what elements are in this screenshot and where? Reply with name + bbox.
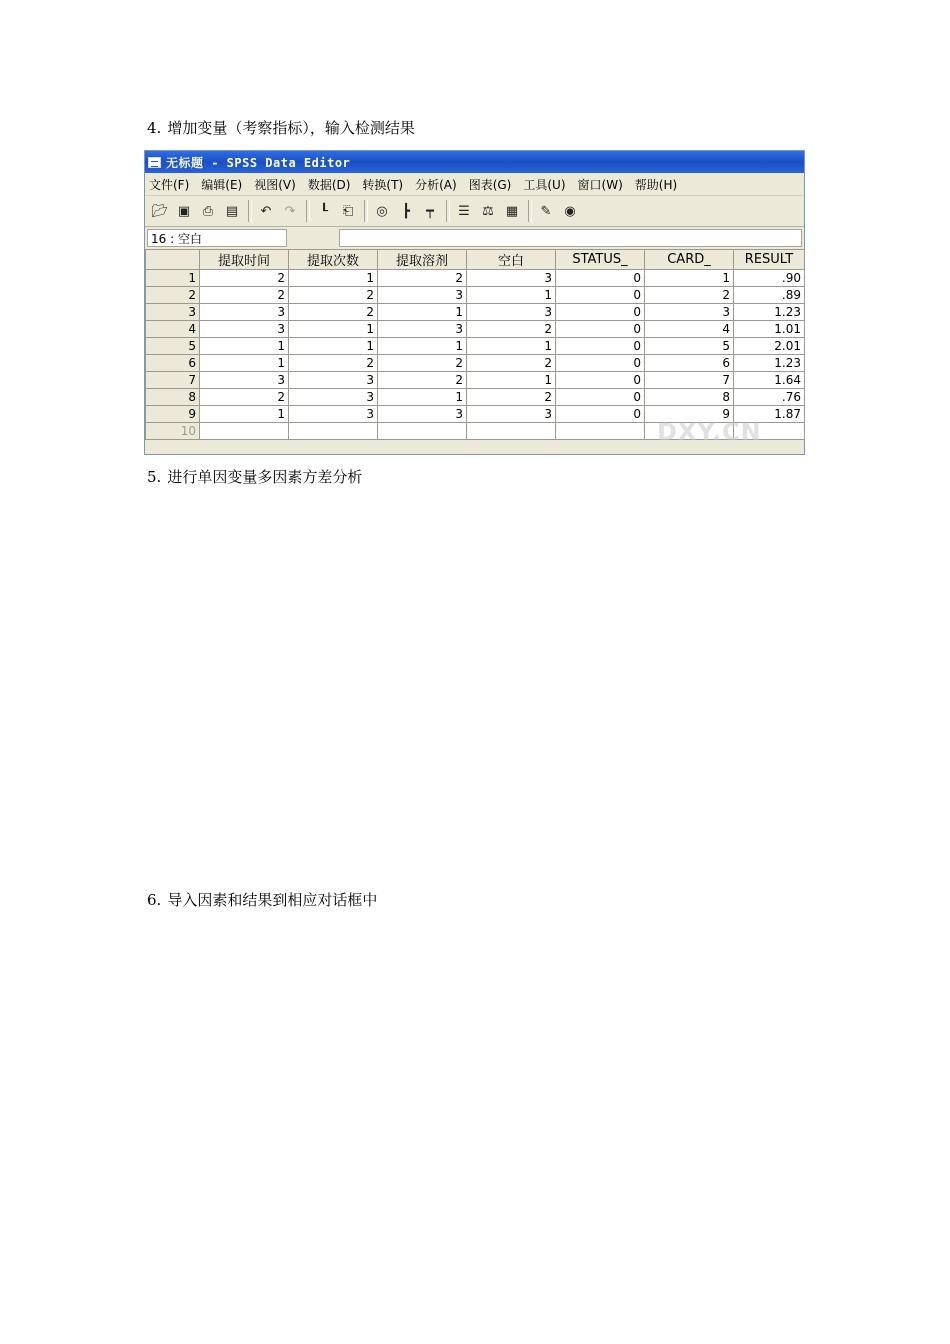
step-6-caption (147, 890, 377, 910)
data-cell[interactable]: 0 (556, 270, 645, 287)
column-header[interactable]: 提取时间 (200, 250, 289, 270)
data-cell[interactable]: 8 (645, 389, 734, 406)
open-folder-icon[interactable]: 📂︎ (151, 203, 169, 219)
watermark: DXY.CN (657, 418, 762, 446)
row-number-cell[interactable]: 8 (146, 389, 200, 406)
menu-graphs[interactable]: 图表(G) (468, 177, 512, 192)
menu-analyze[interactable]: 分析(A) (415, 177, 457, 192)
select-cases-icon[interactable]: ▦ (505, 203, 519, 219)
data-cell[interactable]: 9 (645, 406, 734, 423)
data-cell[interactable] (467, 423, 556, 440)
column-header[interactable]: 空白 (467, 250, 556, 270)
table-row (146, 321, 805, 338)
corner-cell[interactable] (146, 250, 200, 270)
data-cell[interactable]: 7 (645, 372, 734, 389)
data-cell[interactable]: 1 (467, 338, 556, 355)
step-text: 进行单因变量多因素方差分析 (167, 468, 363, 486)
table-row (146, 372, 805, 389)
data-cell[interactable]: .89 (734, 287, 805, 304)
table-row (146, 287, 805, 304)
data-cell[interactable]: 2 (289, 355, 378, 372)
toolbar (145, 196, 804, 227)
data-cell[interactable]: 0 (556, 355, 645, 372)
menu-help[interactable]: 帮助(H) (634, 177, 678, 192)
data-grid (145, 249, 805, 440)
data-cell[interactable]: 3 (289, 372, 378, 389)
step-number: 4. (147, 119, 162, 137)
weight-cases-icon[interactable]: ⚖︎ (482, 203, 494, 219)
step-5-caption (147, 467, 362, 487)
data-cell[interactable]: .76 (734, 389, 805, 406)
row-number-cell[interactable]: 7 (146, 372, 200, 389)
column-header[interactable]: 提取溶剂 (378, 250, 467, 270)
toolbar-separator (306, 200, 310, 222)
step-text: 导入因素和结果到相应对话框中 (167, 891, 378, 909)
title-bar (145, 151, 804, 173)
menu-window[interactable]: 窗口(W) (577, 177, 623, 192)
table-row (146, 389, 805, 406)
menu-edit[interactable]: 编辑(E) (201, 177, 243, 192)
save-icon[interactable]: ▣ (177, 203, 191, 219)
redo-icon[interactable]: ↷ (284, 203, 296, 219)
table-row (146, 338, 805, 355)
undo-icon[interactable]: ↶ (260, 203, 272, 219)
data-cell[interactable]: 2 (200, 389, 289, 406)
data-cell[interactable]: 1.87 (734, 406, 805, 423)
table-row (146, 270, 805, 287)
toolbar-separator (446, 200, 450, 222)
data-cell[interactable]: 1 (467, 287, 556, 304)
data-cell[interactable]: 3 (289, 406, 378, 423)
menu-bar (145, 173, 804, 196)
table-row (146, 304, 805, 321)
row-number-cell[interactable]: 6 (146, 355, 200, 372)
spss-app-icon (148, 157, 161, 168)
data-cell[interactable]: 1.23 (734, 355, 805, 372)
data-cell[interactable]: 0 (556, 372, 645, 389)
row-number-cell[interactable]: 4 (146, 321, 200, 338)
data-cell[interactable]: 3 (467, 406, 556, 423)
data-cell[interactable]: 2 (289, 287, 378, 304)
data-cell[interactable]: 0 (556, 321, 645, 338)
data-cell[interactable]: 2 (645, 287, 734, 304)
data-cell[interactable]: 2 (378, 355, 467, 372)
data-cell[interactable]: 1 (289, 270, 378, 287)
data-cell[interactable]: 2 (200, 287, 289, 304)
data-cell[interactable]: 1.64 (734, 372, 805, 389)
data-cell[interactable]: 5 (645, 338, 734, 355)
find-binoculars-icon[interactable]: ◎ (376, 203, 388, 219)
step-number: 6. (147, 891, 162, 909)
data-cell[interactable]: 1.01 (734, 321, 805, 338)
data-cell[interactable]: 1 (289, 321, 378, 338)
data-cell[interactable]: 1 (378, 304, 467, 321)
row-number-cell[interactable]: 10 (146, 423, 200, 440)
toolbar-separator (248, 200, 252, 222)
toolbar-separator (528, 200, 532, 222)
data-cell[interactable]: 2.01 (734, 338, 805, 355)
data-cell[interactable]: 1 (467, 372, 556, 389)
column-header[interactable]: RESULT (734, 250, 805, 270)
cell-reference-field[interactable]: 16 : 空白 (147, 229, 287, 247)
cell-value-field[interactable] (339, 229, 802, 247)
menu-data[interactable]: 数据(D) (307, 177, 351, 192)
data-cell[interactable] (289, 423, 378, 440)
data-cell[interactable]: .90 (734, 270, 805, 287)
step-number: 5. (147, 468, 162, 486)
value-labels-icon[interactable]: ✎ (540, 203, 552, 219)
data-cell[interactable]: 1 (200, 355, 289, 372)
dialog-recall-icon[interactable]: ▤ (225, 203, 239, 219)
data-cell[interactable]: 3 (645, 304, 734, 321)
data-cell[interactable] (556, 423, 645, 440)
data-cell[interactable]: 4 (645, 321, 734, 338)
data-cell[interactable]: 0 (556, 389, 645, 406)
print-icon[interactable]: ⎙ (202, 203, 214, 219)
data-cell[interactable]: 2 (200, 270, 289, 287)
data-cell[interactable]: 1 (378, 389, 467, 406)
data-cell[interactable]: 3 (200, 304, 289, 321)
column-header[interactable]: 提取次数 (289, 250, 378, 270)
menu-transform[interactable]: 转换(T) (362, 177, 404, 192)
data-cell[interactable]: 3 (200, 321, 289, 338)
data-cell[interactable]: 0 (556, 338, 645, 355)
insert-case-icon[interactable]: ┣ (402, 203, 410, 219)
data-cell[interactable]: 1 (200, 338, 289, 355)
data-cell[interactable]: 0 (556, 406, 645, 423)
data-cell[interactable]: 3 (289, 389, 378, 406)
data-cell[interactable]: 1 (378, 338, 467, 355)
table-row (146, 355, 805, 372)
cell-editor-bar (145, 227, 804, 249)
row-number-cell[interactable]: 5 (146, 338, 200, 355)
row-number-cell[interactable]: 3 (146, 304, 200, 321)
data-cell[interactable]: 6 (645, 355, 734, 372)
row-number-cell[interactable]: 2 (146, 287, 200, 304)
data-cell[interactable]: 2 (467, 389, 556, 406)
row-number-cell[interactable]: 1 (146, 270, 200, 287)
spss-data-editor-window (144, 150, 805, 455)
menu-view[interactable]: 视图(V) (254, 177, 296, 192)
data-cell[interactable]: 3 (200, 372, 289, 389)
column-header-row (146, 250, 805, 270)
data-cell[interactable]: 2 (378, 372, 467, 389)
data-cell[interactable]: 1.23 (734, 304, 805, 321)
data-cell[interactable]: 3 (378, 406, 467, 423)
use-sets-icon[interactable]: ◉ (564, 203, 576, 219)
data-cell[interactable]: 2 (467, 321, 556, 338)
data-cell[interactable]: 0 (556, 287, 645, 304)
data-cell[interactable]: 2 (467, 355, 556, 372)
data-cell[interactable]: 0 (556, 304, 645, 321)
toolbar-separator (364, 200, 368, 222)
variables-icon[interactable]: ⎗ (342, 203, 354, 219)
window-title: 无标题 - SPSS Data Editor (166, 155, 351, 170)
menu-file[interactable]: 文件(F) (149, 177, 190, 192)
split-file-icon[interactable]: ☰ (458, 203, 470, 219)
data-cell[interactable] (200, 423, 289, 440)
data-cell[interactable] (378, 423, 467, 440)
column-header[interactable]: STATUS_ (556, 250, 645, 270)
data-cell[interactable]: 1 (289, 338, 378, 355)
data-cell[interactable]: 2 (289, 304, 378, 321)
column-header[interactable]: CARD_ (645, 250, 734, 270)
data-cell[interactable]: 3 (378, 321, 467, 338)
data-cell[interactable]: 3 (467, 304, 556, 321)
menu-utilities[interactable]: 工具(U) (523, 177, 566, 192)
step-4-caption (147, 118, 415, 138)
insert-variable-icon[interactable]: ┯ (426, 203, 434, 219)
step-text: 增加变量（考察指标），输入检测结果 (167, 119, 415, 137)
goto-chart-icon[interactable]: ┖ (320, 203, 328, 219)
data-cell[interactable]: 1 (645, 270, 734, 287)
row-number-cell[interactable]: 9 (146, 406, 200, 423)
data-cell[interactable]: 3 (378, 287, 467, 304)
data-cell[interactable]: 1 (200, 406, 289, 423)
data-cell[interactable]: 2 (378, 270, 467, 287)
data-cell[interactable]: 3 (467, 270, 556, 287)
